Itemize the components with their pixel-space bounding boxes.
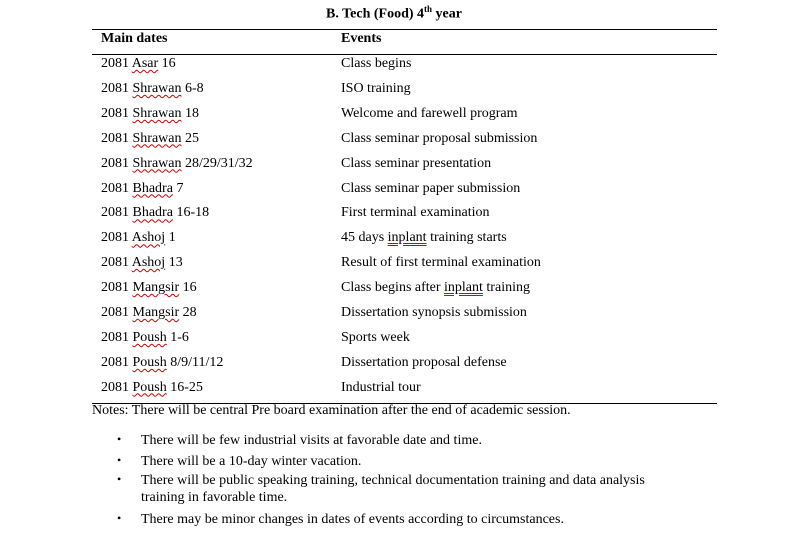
event-cell: Class begins bbox=[341, 56, 412, 71]
event-cell: Industrial tour bbox=[341, 379, 421, 395]
month-name: Ashoj bbox=[131, 230, 166, 246]
notes-text: Notes: There will be central Pre board examination after the end of academic session. bbox=[92, 403, 571, 418]
bullet-dot-icon: • bbox=[117, 432, 122, 446]
table-top-rule bbox=[92, 29, 717, 30]
bullet-text: There will be a 10-day winter vacation. bbox=[141, 454, 362, 469]
date-cell: 2081 Bhadra 16-18 bbox=[101, 205, 210, 221]
date-cell: 2081 Ashoj 13 bbox=[101, 255, 183, 271]
table-row bbox=[0, 330, 788, 350]
date-cell: 2081 Mangsir 28 bbox=[101, 305, 197, 320]
month-name: Shrawan bbox=[132, 155, 182, 171]
table-row bbox=[0, 205, 788, 225]
month-name: Mangsir bbox=[132, 280, 180, 296]
header-events: Events bbox=[341, 31, 382, 46]
date-cell: 2081 Mangsir 16 bbox=[101, 280, 197, 296]
table-row bbox=[0, 131, 788, 151]
header-main-dates: Main dates bbox=[101, 31, 168, 46]
date-cell: 2081 Bhadra 7 bbox=[101, 180, 184, 196]
month-name: Shrawan bbox=[132, 80, 182, 96]
table-header bbox=[0, 31, 788, 49]
date-cell: 2081 Poush 1-6 bbox=[101, 329, 189, 345]
table-row bbox=[0, 355, 788, 375]
bullet-text: There may be minor changes in dates of events according to circumstances. bbox=[141, 512, 564, 527]
bullet-dot-icon: • bbox=[117, 511, 122, 525]
month-name: Shrawan bbox=[132, 130, 182, 146]
event-cell: ISO training bbox=[341, 80, 411, 96]
event-cell: 45 days inplant training starts bbox=[341, 230, 507, 246]
table-row bbox=[0, 106, 788, 126]
table-row bbox=[0, 305, 788, 325]
bullet-dot-icon: • bbox=[117, 453, 122, 467]
date-cell: 2081 Shrawan 18 bbox=[101, 105, 199, 121]
table-row bbox=[0, 255, 788, 275]
date-cell: 2081 Shrawan 25 bbox=[101, 130, 199, 146]
table-row bbox=[0, 181, 788, 201]
bullet-text: There will be public speaking training, technical documentation training and data analysis training in favorable time. bbox=[141, 473, 645, 505]
bullet-text: There will be few industrial visits at favorable date and time. bbox=[141, 433, 482, 448]
table-row bbox=[0, 81, 788, 101]
event-cell: Class seminar paper submission bbox=[341, 180, 521, 196]
event-cell: Welcome and farewell program bbox=[341, 105, 518, 121]
event-cell: First terminal examination bbox=[341, 205, 490, 221]
table-header-rule bbox=[92, 54, 717, 55]
date-cell: 2081 Ashoj 1 bbox=[101, 230, 176, 246]
month-name: Bhadra bbox=[132, 205, 173, 221]
date-cell: 2081 Shrawan 28/29/31/32 bbox=[101, 155, 253, 171]
month-name: Shrawan bbox=[132, 105, 182, 121]
month-name: Asar bbox=[131, 56, 159, 71]
marked-word: inplant bbox=[387, 230, 427, 246]
table-row bbox=[0, 380, 788, 400]
table-row bbox=[0, 156, 788, 176]
marked-word: inplant bbox=[444, 280, 483, 296]
date-cell: 2081 Shrawan 6-8 bbox=[101, 80, 204, 96]
document-title: B. Tech (Food) 4th year bbox=[326, 4, 462, 22]
event-cell: Dissertation proposal defense bbox=[341, 354, 507, 370]
event-cell: Sports week bbox=[341, 329, 410, 345]
event-cell: Class begins after inplant training bbox=[341, 280, 530, 296]
month-name: Poush bbox=[132, 329, 167, 345]
table-row bbox=[0, 56, 788, 76]
date-cell: 2081 Poush 8/9/11/12 bbox=[101, 354, 224, 370]
month-name: Poush bbox=[132, 354, 167, 370]
event-cell: Dissertation synopsis submission bbox=[341, 305, 527, 320]
month-name: Poush bbox=[132, 379, 167, 395]
month-name: Bhadra bbox=[132, 180, 173, 196]
bullet-dot-icon: • bbox=[117, 472, 122, 486]
date-cell: 2081 Asar 16 bbox=[101, 56, 176, 71]
event-cell: Class seminar presentation bbox=[341, 155, 492, 171]
month-name: Mangsir bbox=[132, 305, 180, 320]
table-row bbox=[0, 280, 788, 300]
date-cell: 2081 Poush 16-25 bbox=[101, 379, 203, 395]
event-cell: Result of first terminal examination bbox=[341, 255, 541, 271]
month-name: Ashoj bbox=[131, 255, 166, 271]
table-row bbox=[0, 230, 788, 250]
event-cell: Class seminar proposal submission bbox=[341, 130, 538, 146]
